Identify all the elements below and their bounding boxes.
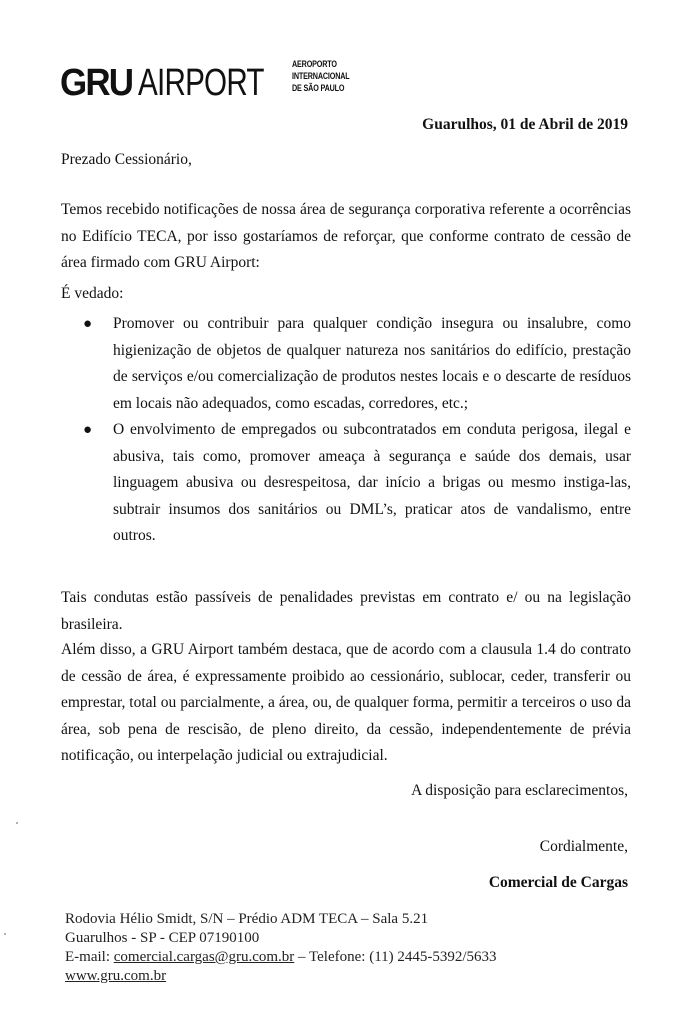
- logo-sub-line-2: INTERNACIONAL: [292, 71, 350, 81]
- logo-sub-line-3: DE SÃO PAULO: [292, 83, 345, 93]
- gru-airport-logo: [60, 52, 350, 104]
- email-link[interactable]: comercial.cargas@gru.com.br: [113, 949, 295, 965]
- closing-salutation: Cordialmente,: [539, 838, 628, 855]
- scan-speck: [4, 933, 6, 935]
- list-item: [61, 417, 631, 550]
- scan-speck: [16, 822, 18, 824]
- footer-city: Guarulhos - SP - CEP 07190100: [65, 930, 260, 946]
- list-item: [61, 311, 631, 417]
- footer-contact: [65, 910, 497, 986]
- paragraph-intro: Temos recebido notificações de nossa área de segurança corporativa referente a ocorrências no Edifício TECA, por isso gostaríamos de reforçar, que conforme contrato de cessão de área firmado com GRU Airport:: [61, 201, 631, 271]
- logo-sub-line-1: AEROPORTO: [292, 59, 337, 69]
- list-item-text: O envolvimento de empregados ou subcontratados em conduta perigosa, ilegal e abusiva, tais como, promover ameaça à segurança e saúde dos demais, usar linguagem abusiva ou desrespeitosa, dar início a brigas ou mesmo instiga-las, subtrair insumos dos sanitários ou DML’s, praticar atos de vandalismo, entre outros.: [113, 421, 631, 544]
- bullet-icon: ●: [83, 316, 93, 332]
- closing-line: A disposição para esclarecimentos,: [411, 782, 628, 799]
- email-label: E-mail:: [65, 949, 114, 965]
- paragraph-penalties: Tais condutas estão passíveis de penalidades previstas em contrato e/ ou na legislação brasileira.: [61, 589, 631, 633]
- logo-airport-text: AIRPORT: [138, 62, 265, 104]
- signature: Comercial de Cargas: [488, 874, 628, 891]
- website-link[interactable]: www.gru.com.br: [65, 968, 167, 984]
- prohibitions-list: [61, 311, 631, 550]
- paragraph-clause: Além disso, a GRU Airport também destaca, que de acordo com a clausula 1.4 do contrato de cessão de área, é expressamente proibido ao cessionário, sublocar, ceder, transferir ou emprestar, total ou parcialmente, a área, ou, de qualquer forma, permitir a terceiros o uso da área, sob pena de rescisão, de pleno direito, da cessão, independentemente de prévia notificação, ou interpelação judicial ou extrajudicial.: [61, 641, 631, 764]
- phone-text: – Telefone: (11) 2445-5392/5633: [294, 949, 497, 965]
- logo-gru-text: GRU: [60, 62, 133, 104]
- prohibited-heading: É vedado:: [61, 285, 124, 302]
- letter-date: Guarulhos, 01 de Abril de 2019: [422, 116, 628, 133]
- logo-subtitle: [292, 58, 350, 94]
- footer-address: Rodovia Hélio Smidt, S/N – Prédio ADM TECA – Sala 5.21: [65, 911, 429, 927]
- footer-contact-line: [65, 948, 497, 967]
- list-item-text: Promover ou contribuir para qualquer condição insegura ou insalubre, como higienização de objetos de qualquer natureza nos sanitários do edifício, prestação de serviços e/ou comercialização de produtos nestes locais e o descarte de resíduos em locais não adequados, como escadas, corredores, etc.;: [113, 315, 631, 412]
- bullet-icon: ●: [83, 422, 93, 438]
- greeting: Prezado Cessionário,: [61, 151, 192, 168]
